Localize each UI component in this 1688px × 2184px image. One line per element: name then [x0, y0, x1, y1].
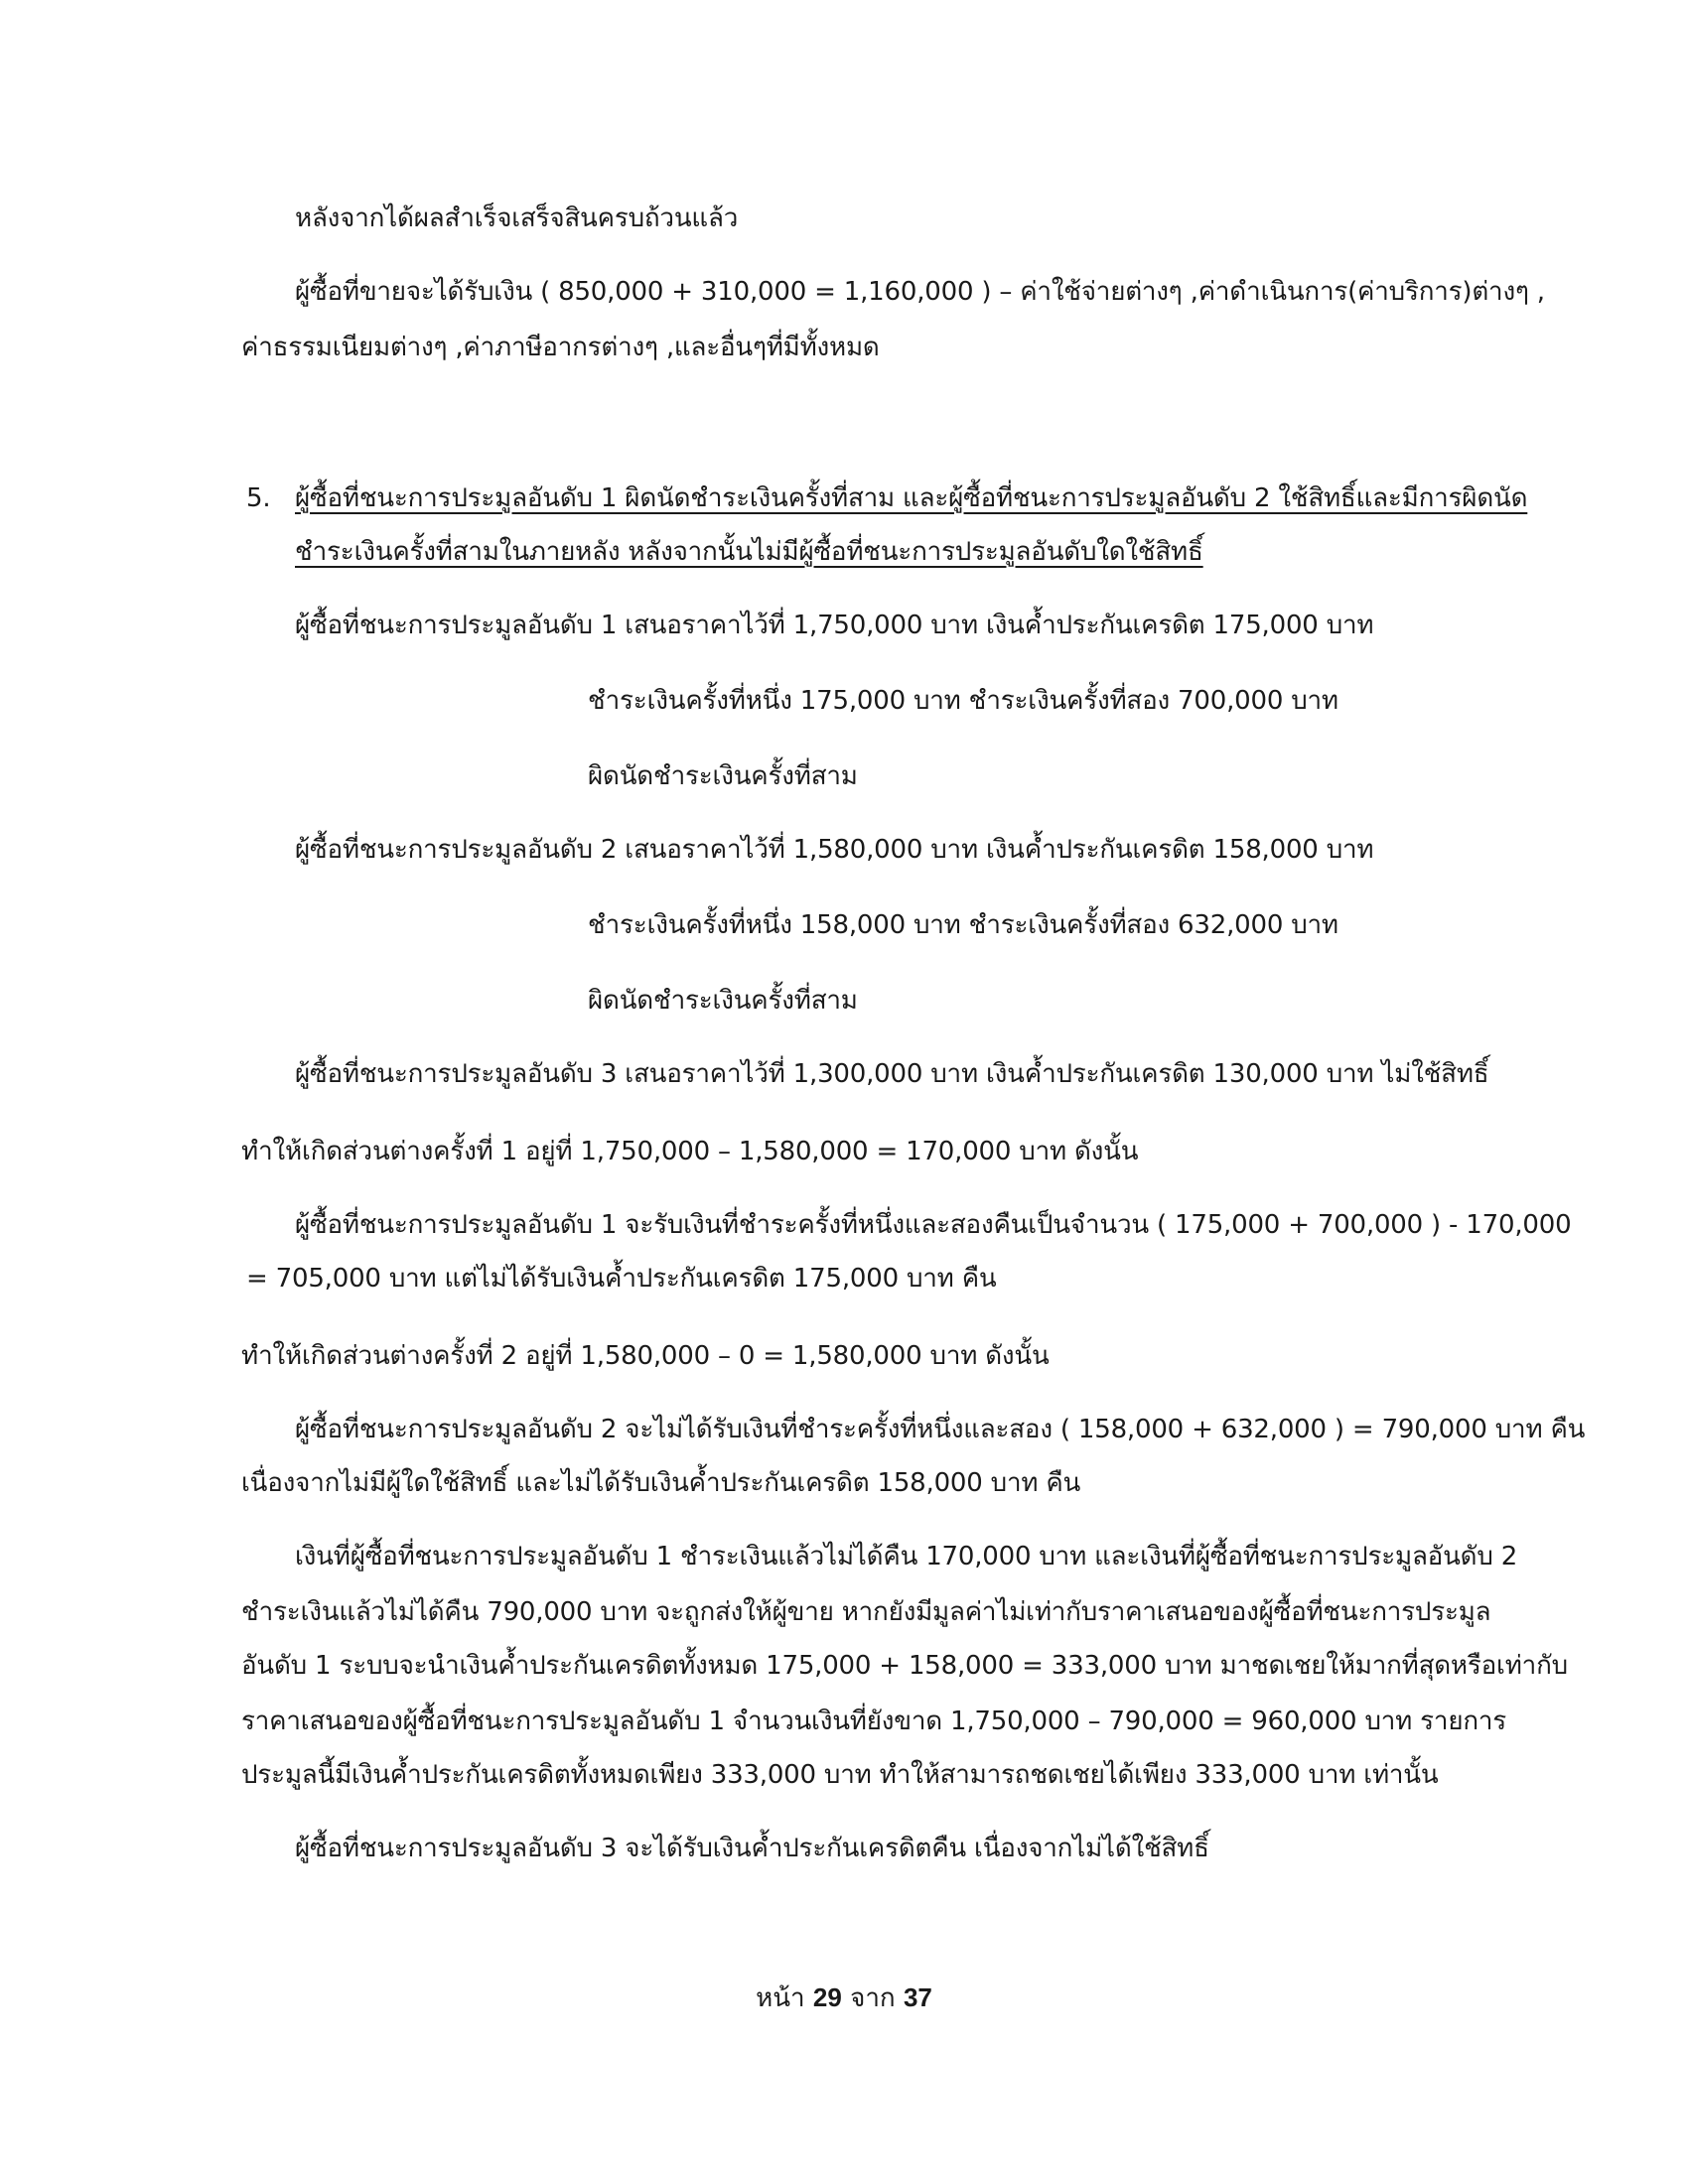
rank3-offer: ผู้ซื้อที่ชนะการประมูลอันดับ 3 เสนอราคาไว้ที่ 1,300,000 บาท เงินค้ำประกันเครดิต 130,000 บาท ไม่ใช้สิทธิ์	[295, 1059, 1489, 1089]
summary-line1: เงินที่ผู้ซื้อที่ชนะการประมูลอันดับ 1 ชำระเงินแล้วไม่ได้คืน 170,000 บาท และเงินที่ผู้ซื้อที่ชนะการประมูลอันดับ 2	[295, 1542, 1518, 1571]
paragraph-seller-receives-line2: ค่าธรรมเนียมต่างๆ ,ค่าภาษีอากรต่างๆ ,และอื่นๆที่มีทั้งหมด	[241, 333, 880, 362]
rank1-default: ผิดนัดชำระเงินครั้งที่สาม	[588, 761, 858, 791]
page-number: 29	[812, 1982, 842, 2012]
summary-line5: ประมูลนี้มีเงินค้ำประกันเครดิตทั้งหมดเพียง 333,000 บาท ทำให้สามารถชดเชยได้เพียง 333,000 บาท เท่านั้น	[241, 1760, 1439, 1790]
rank1-offer: ผู้ซื้อที่ชนะการประมูลอันดับ 1 เสนอราคาไว้ที่ 1,750,000 บาท เงินค้ำประกันเครดิต 175,000 บาท	[295, 611, 1374, 640]
page-word: หน้า	[756, 1983, 805, 2013]
summary-line4: ราคาเสนอของผู้ซื้อที่ชนะการประมูลอันดับ 1 จำนวนเงินที่ยังขาด 1,750,000 – 790,000 = 960,000 บาท รายการ	[241, 1706, 1507, 1736]
rank2-default: ผิดนัดชำระเงินครั้งที่สาม	[588, 986, 858, 1016]
rank3-refund: ผู้ซื้อที่ชนะการประมูลอันดับ 3 จะได้รับเงินค้ำประกันเครดิตคืน เนื่องจากไม่ได้ใช้สิทธิ์	[295, 1834, 1209, 1863]
rank1-payments: ชำระเงินครั้งที่หนึ่ง 175,000 บาท ชำระเงินครั้งที่สอง 700,000 บาท	[588, 686, 1338, 716]
paragraph-intro: หลังจากได้ผลสำเร็จเสร็จสินครบถ้วนแล้ว	[295, 204, 739, 233]
summary-line3: อันดับ 1 ระบบจะนำเงินค้ำประกันเครดิตทั้งหมด 175,000 + 158,000 = 333,000 บาท มาชดเชยให้มากที่สุดหรือเท่ากับ	[241, 1651, 1568, 1681]
rank2-refund-line1: ผู้ซื้อที่ชนะการประมูลอันดับ 2 จะไม่ได้รับเงินที่ชำระครั้งที่หนึ่งและสอง ( 158,000 + 632,000 ) = 790,000 บาท คืน	[295, 1415, 1586, 1444]
item-number: 5.	[246, 483, 271, 513]
summary-line2: ชำระเงินแล้วไม่ได้คืน 790,000 บาท จะถูกส่งให้ผู้ขาย หากยังมีมูลค่าไม่เท่ากับราคาเสนอของผู้ซื้อที่ชนะการประมูล	[241, 1597, 1491, 1627]
rank1-refund-line2: = 705,000 บาท แต่ไม่ได้รับเงินค้ำประกันเครดิต 175,000 บาท คืน	[246, 1264, 997, 1294]
rank2-refund-line2: เนื่องจากไม่มีผู้ใดใช้สิทธิ์ และไม่ได้รับเงินค้ำประกันเครดิต 158,000 บาท คืน	[241, 1468, 1081, 1498]
page-footer	[0, 1978, 1688, 2018]
total-pages: 37	[903, 1982, 932, 2012]
difference-2: ทำให้เกิดส่วนต่างครั้งที่ 2 อยู่ที่ 1,580,000 – 0 = 1,580,000 บาท ดังนั้น	[241, 1341, 1050, 1371]
item-heading-line1: ผู้ซื้อที่ชนะการประมูลอันดับ 1 ผิดนัดชำระเงินครั้งที่สาม และผู้ซื้อที่ชนะการประมูลอันดับ 2 ใช้สิทธิ์และมีการผิดนัด	[295, 483, 1528, 513]
rank2-offer: ผู้ซื้อที่ชนะการประมูลอันดับ 2 เสนอราคาไว้ที่ 1,580,000 บาท เงินค้ำประกันเครดิต 158,000 บาท	[295, 835, 1374, 865]
of-word: จาก	[850, 1983, 896, 2013]
item-heading-line2: ชำระเงินครั้งที่สามในภายหลัง หลังจากนั้นไม่มีผู้ซื้อที่ชนะการประมูลอันดับใดใช้สิทธิ์	[295, 537, 1203, 567]
rank2-payments: ชำระเงินครั้งที่หนึ่ง 158,000 บาท ชำระเงินครั้งที่สอง 632,000 บาท	[588, 910, 1338, 940]
rank1-refund-line1: ผู้ซื้อที่ชนะการประมูลอันดับ 1 จะรับเงินที่ชำระครั้งที่หนึ่งและสองคืนเป็นจำนวน ( 175,000 + 700,000 ) - 170,000	[295, 1210, 1572, 1240]
paragraph-seller-receives-line1: ผู้ซื้อที่ขายจะได้รับเงิน ( 850,000 + 310,000 = 1,160,000 ) – ค่าใช้จ่ายต่างๆ ,ค่าดำเนินการ(ค่าบริการ)ต่างๆ ,	[295, 277, 1545, 307]
difference-1: ทำให้เกิดส่วนต่างครั้งที่ 1 อยู่ที่ 1,750,000 – 1,580,000 = 170,000 บาท ดังนั้น	[241, 1137, 1139, 1166]
